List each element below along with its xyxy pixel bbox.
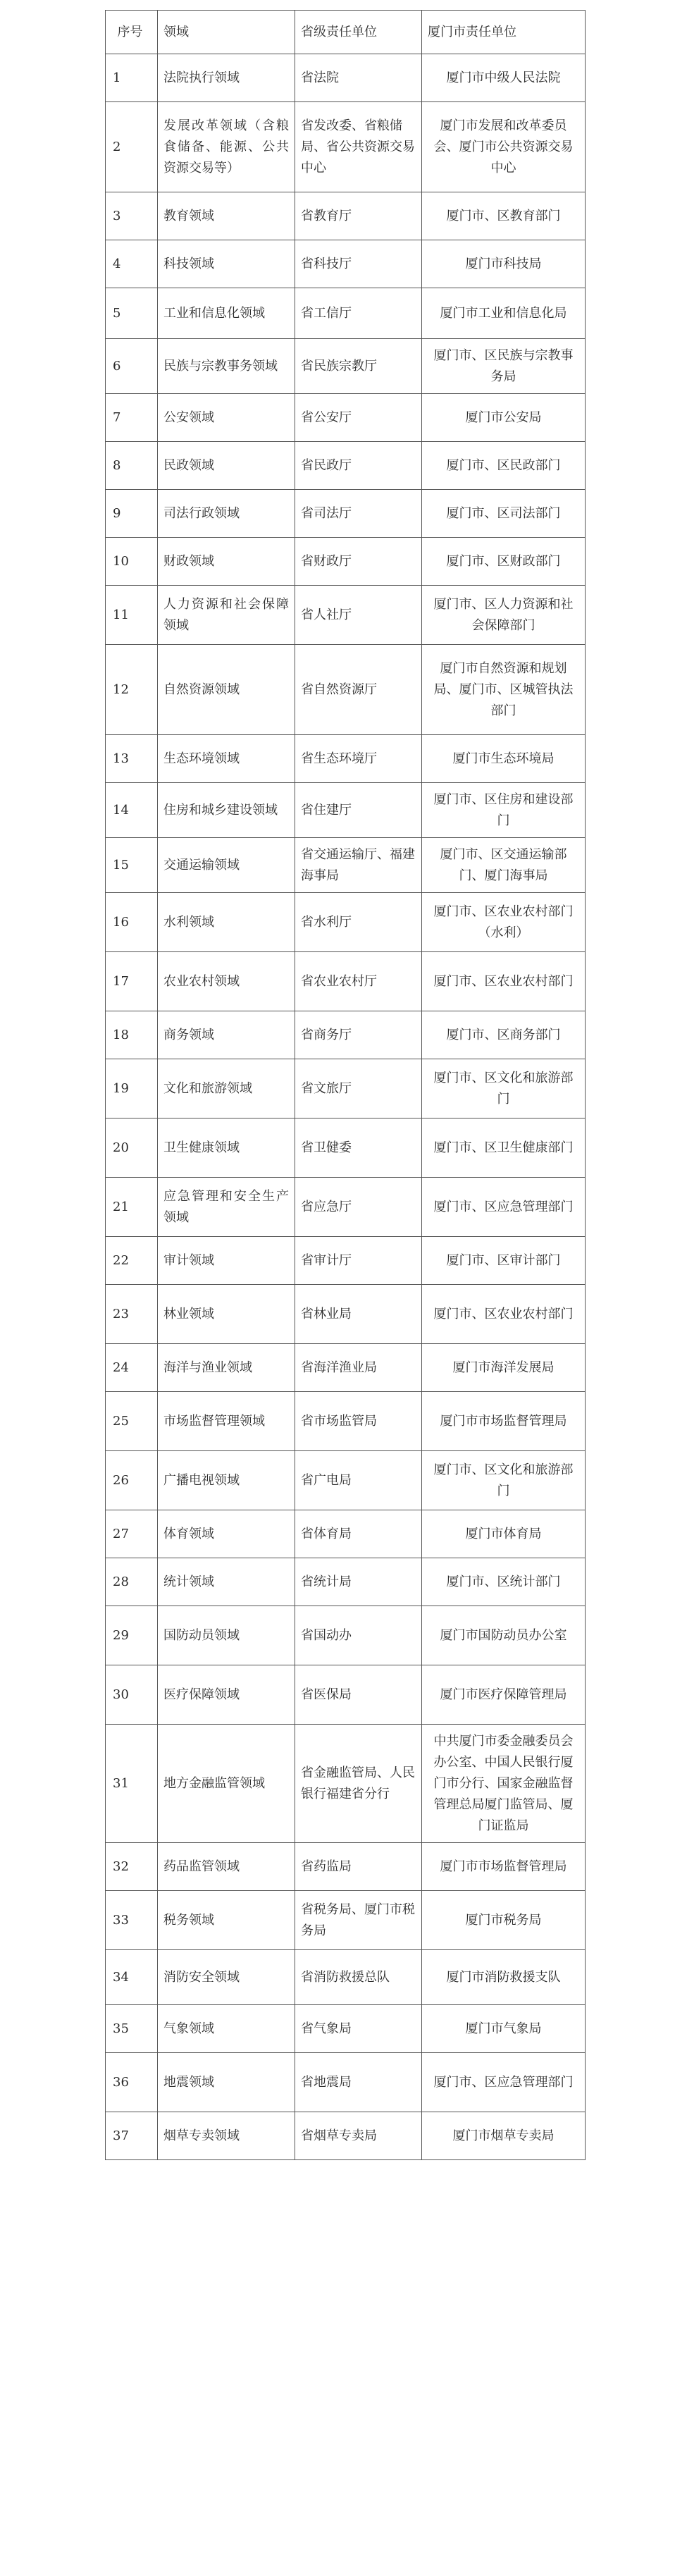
row-domain: 人力资源和社会保障领域: [158, 586, 295, 645]
row-domain: 医疗保障领域: [158, 1665, 295, 1725]
row-xiamen-unit: 厦门市、区司法部门: [422, 490, 586, 538]
row-provincial-unit: 省体育局: [295, 1510, 422, 1558]
row-index: 7: [106, 394, 158, 442]
row-provincial-unit: 省应急厅: [295, 1178, 422, 1237]
row-domain: 药品监管领域: [158, 1843, 295, 1891]
row-domain: 工业和信息化领域: [158, 288, 295, 339]
row-xiamen-unit: 厦门市、区卫生健康部门: [422, 1118, 586, 1178]
row-provincial-unit: 省科技厅: [295, 240, 422, 288]
row-xiamen-unit: 厦门市国防动员办公室: [422, 1606, 586, 1665]
row-index: 35: [106, 2005, 158, 2053]
row-provincial-unit: 省自然资源厅: [295, 645, 422, 735]
header-domain: 领域: [158, 11, 295, 54]
row-xiamen-unit: 厦门市、区交通运输部门、厦门海事局: [422, 838, 586, 893]
row-xiamen-unit: 厦门市、区审计部门: [422, 1237, 586, 1285]
row-provincial-unit: 省国动办: [295, 1606, 422, 1665]
row-xiamen-unit: 厦门市、区教育部门: [422, 192, 586, 240]
row-index: 24: [106, 1344, 158, 1392]
row-xiamen-unit: 厦门市市场监督管理局: [422, 1392, 586, 1451]
row-domain: 发展改革领域（含粮食储备、能源、公共资源交易等）: [158, 102, 295, 192]
row-provincial-unit: 省审计厅: [295, 1237, 422, 1285]
table-row: [106, 1606, 586, 1665]
row-xiamen-unit: 厦门市、区文化和旅游部门: [422, 1059, 586, 1118]
row-domain: 民政领域: [158, 442, 295, 490]
row-domain: 司法行政领域: [158, 490, 295, 538]
row-provincial-unit: 省人社厅: [295, 586, 422, 645]
row-xiamen-unit: 厦门市市场监督管理局: [422, 1843, 586, 1891]
table-row: [106, 490, 586, 538]
row-provincial-unit: 省医保局: [295, 1665, 422, 1725]
table-header-row: [106, 11, 586, 54]
table-row: [106, 1843, 586, 1891]
row-provincial-unit: 省广电局: [295, 1451, 422, 1510]
row-xiamen-unit: 厦门市中级人民法院: [422, 54, 586, 102]
row-index: 17: [106, 952, 158, 1011]
row-domain: 水利领域: [158, 893, 295, 952]
row-index: 27: [106, 1510, 158, 1558]
row-xiamen-unit: 厦门市、区商务部门: [422, 1011, 586, 1059]
row-domain: 气象领域: [158, 2005, 295, 2053]
row-domain: 商务领域: [158, 1011, 295, 1059]
row-index: 3: [106, 192, 158, 240]
row-index: 34: [106, 1950, 158, 2005]
row-xiamen-unit: 厦门市、区文化和旅游部门: [422, 1451, 586, 1510]
table-row: [106, 1510, 586, 1558]
row-provincial-unit: 省税务局、厦门市税务局: [295, 1891, 422, 1950]
row-domain: 农业农村领域: [158, 952, 295, 1011]
row-xiamen-unit: 中共厦门市委金融委员会办公室、中国人民银行厦门市分行、国家金融监督管理总局厦门监管局、厦门证监局: [422, 1725, 586, 1843]
row-domain: 消防安全领域: [158, 1950, 295, 2005]
row-index: 9: [106, 490, 158, 538]
row-domain: 地方金融监管领域: [158, 1725, 295, 1843]
row-provincial-unit: 省卫健委: [295, 1118, 422, 1178]
row-index: 28: [106, 1558, 158, 1606]
table-row: [106, 1118, 586, 1178]
table-row: [106, 339, 586, 394]
row-xiamen-unit: 厦门市、区农业农村部门（水利）: [422, 893, 586, 952]
row-xiamen-unit: 厦门市消防救援支队: [422, 1950, 586, 2005]
table-row: [106, 1178, 586, 1237]
row-xiamen-unit: 厦门市气象局: [422, 2005, 586, 2053]
row-domain: 林业领域: [158, 1285, 295, 1344]
row-index: 36: [106, 2053, 158, 2112]
row-domain: 海洋与渔业领域: [158, 1344, 295, 1392]
row-xiamen-unit: 厦门市烟草专卖局: [422, 2112, 586, 2160]
table-row: [106, 538, 586, 586]
row-domain: 审计领域: [158, 1237, 295, 1285]
row-domain: 烟草专卖领域: [158, 2112, 295, 2160]
table-row: [106, 442, 586, 490]
row-xiamen-unit: 厦门市自然资源和规划局、厦门市、区城管执法部门: [422, 645, 586, 735]
row-index: 15: [106, 838, 158, 893]
table-row: [106, 288, 586, 339]
row-provincial-unit: 省金融监管局、人民银行福建省分行: [295, 1725, 422, 1843]
row-index: 30: [106, 1665, 158, 1725]
row-domain: 地震领域: [158, 2053, 295, 2112]
table-row: [106, 1950, 586, 2005]
row-provincial-unit: 省海洋渔业局: [295, 1344, 422, 1392]
row-xiamen-unit: 厦门市、区农业农村部门: [422, 1285, 586, 1344]
table-row: [106, 893, 586, 952]
table-row: [106, 1558, 586, 1606]
row-provincial-unit: 省司法厅: [295, 490, 422, 538]
row-index: 12: [106, 645, 158, 735]
row-domain: 生态环境领域: [158, 735, 295, 783]
table-row: [106, 1451, 586, 1510]
responsibility-table: [105, 10, 586, 2160]
row-index: 4: [106, 240, 158, 288]
row-xiamen-unit: 厦门市、区财政部门: [422, 538, 586, 586]
row-domain: 国防动员领域: [158, 1606, 295, 1665]
row-domain: 广播电视领域: [158, 1451, 295, 1510]
row-domain: 卫生健康领域: [158, 1118, 295, 1178]
row-provincial-unit: 省市场监管局: [295, 1392, 422, 1451]
row-index: 33: [106, 1891, 158, 1950]
row-provincial-unit: 省教育厅: [295, 192, 422, 240]
row-provincial-unit: 省住建厅: [295, 783, 422, 838]
row-index: 31: [106, 1725, 158, 1843]
row-provincial-unit: 省工信厅: [295, 288, 422, 339]
row-index: 6: [106, 339, 158, 394]
row-xiamen-unit: 厦门市发展和改革委员会、厦门市公共资源交易中心: [422, 102, 586, 192]
row-provincial-unit: 省商务厅: [295, 1011, 422, 1059]
row-xiamen-unit: 厦门市公安局: [422, 394, 586, 442]
row-xiamen-unit: 厦门市体育局: [422, 1510, 586, 1558]
row-provincial-unit: 省地震局: [295, 2053, 422, 2112]
row-xiamen-unit: 厦门市、区民政部门: [422, 442, 586, 490]
table-row: [106, 2112, 586, 2160]
row-domain: 文化和旅游领域: [158, 1059, 295, 1118]
row-domain: 应急管理和安全生产领域: [158, 1178, 295, 1237]
row-provincial-unit: 省生态环境厅: [295, 735, 422, 783]
row-provincial-unit: 省民族宗教厅: [295, 339, 422, 394]
row-index: 22: [106, 1237, 158, 1285]
row-provincial-unit: 省消防救援总队: [295, 1950, 422, 2005]
header-index: 序号: [106, 11, 158, 54]
row-domain: 统计领域: [158, 1558, 295, 1606]
row-domain: 公安领域: [158, 394, 295, 442]
table-row: [106, 1725, 586, 1843]
row-provincial-unit: 省民政厅: [295, 442, 422, 490]
row-index: 20: [106, 1118, 158, 1178]
row-index: 29: [106, 1606, 158, 1665]
table-row: [106, 1285, 586, 1344]
row-xiamen-unit: 厦门市、区住房和建设部门: [422, 783, 586, 838]
row-domain: 体育领域: [158, 1510, 295, 1558]
table-row: [106, 645, 586, 735]
row-xiamen-unit: 厦门市、区统计部门: [422, 1558, 586, 1606]
table-row: [106, 192, 586, 240]
row-xiamen-unit: 厦门市医疗保障管理局: [422, 1665, 586, 1725]
table-row: [106, 1392, 586, 1451]
table-row: [106, 1344, 586, 1392]
table-row: [106, 735, 586, 783]
row-provincial-unit: 省法院: [295, 54, 422, 102]
row-index: 18: [106, 1011, 158, 1059]
row-xiamen-unit: 厦门市税务局: [422, 1891, 586, 1950]
row-xiamen-unit: 厦门市、区人力资源和社会保障部门: [422, 586, 586, 645]
row-domain: 住房和城乡建设领域: [158, 783, 295, 838]
header-xiamen-unit: 厦门市责任单位: [422, 11, 586, 54]
row-index: 2: [106, 102, 158, 192]
document-page: [105, 10, 585, 2160]
row-provincial-unit: 省烟草专卖局: [295, 2112, 422, 2160]
table-row: [106, 1237, 586, 1285]
table-body: [106, 54, 586, 2160]
table-row: [106, 1059, 586, 1118]
row-provincial-unit: 省水利厅: [295, 893, 422, 952]
table-row: [106, 1665, 586, 1725]
row-provincial-unit: 省药监局: [295, 1843, 422, 1891]
row-xiamen-unit: 厦门市生态环境局: [422, 735, 586, 783]
table-row: [106, 783, 586, 838]
row-domain: 民族与宗教事务领域: [158, 339, 295, 394]
table-row: [106, 1891, 586, 1950]
row-index: 23: [106, 1285, 158, 1344]
table-row: [106, 240, 586, 288]
row-provincial-unit: 省统计局: [295, 1558, 422, 1606]
table-row: [106, 102, 586, 192]
table-row: [106, 952, 586, 1011]
row-xiamen-unit: 厦门市、区应急管理部门: [422, 1178, 586, 1237]
row-index: 37: [106, 2112, 158, 2160]
row-provincial-unit: 省公安厅: [295, 394, 422, 442]
row-index: 1: [106, 54, 158, 102]
row-domain: 科技领域: [158, 240, 295, 288]
row-provincial-unit: 省财政厅: [295, 538, 422, 586]
row-xiamen-unit: 厦门市、区民族与宗教事务局: [422, 339, 586, 394]
table-row: [106, 2005, 586, 2053]
table-row: [106, 54, 586, 102]
row-index: 11: [106, 586, 158, 645]
table-row: [106, 838, 586, 893]
table-row: [106, 1011, 586, 1059]
row-provincial-unit: 省林业局: [295, 1285, 422, 1344]
row-xiamen-unit: 厦门市科技局: [422, 240, 586, 288]
header-provincial-unit: 省级责任单位: [295, 11, 422, 54]
row-xiamen-unit: 厦门市、区应急管理部门: [422, 2053, 586, 2112]
table-row: [106, 2053, 586, 2112]
row-xiamen-unit: 厦门市海洋发展局: [422, 1344, 586, 1392]
row-provincial-unit: 省交通运输厅、福建海事局: [295, 838, 422, 893]
row-domain: 自然资源领域: [158, 645, 295, 735]
row-index: 19: [106, 1059, 158, 1118]
row-domain: 交通运输领域: [158, 838, 295, 893]
row-index: 16: [106, 893, 158, 952]
row-index: 13: [106, 735, 158, 783]
table-row: [106, 394, 586, 442]
row-index: 32: [106, 1843, 158, 1891]
row-index: 10: [106, 538, 158, 586]
row-provincial-unit: 省发改委、省粮储局、省公共资源交易中心: [295, 102, 422, 192]
row-index: 8: [106, 442, 158, 490]
row-xiamen-unit: 厦门市工业和信息化局: [422, 288, 586, 339]
row-domain: 市场监督管理领域: [158, 1392, 295, 1451]
row-index: 14: [106, 783, 158, 838]
row-domain: 财政领域: [158, 538, 295, 586]
row-provincial-unit: 省气象局: [295, 2005, 422, 2053]
row-index: 26: [106, 1451, 158, 1510]
row-index: 21: [106, 1178, 158, 1237]
row-index: 5: [106, 288, 158, 339]
row-provincial-unit: 省文旅厅: [295, 1059, 422, 1118]
row-domain: 法院执行领域: [158, 54, 295, 102]
row-provincial-unit: 省农业农村厅: [295, 952, 422, 1011]
row-xiamen-unit: 厦门市、区农业农村部门: [422, 952, 586, 1011]
table-row: [106, 586, 586, 645]
row-index: 25: [106, 1392, 158, 1451]
row-domain: 税务领域: [158, 1891, 295, 1950]
row-domain: 教育领域: [158, 192, 295, 240]
